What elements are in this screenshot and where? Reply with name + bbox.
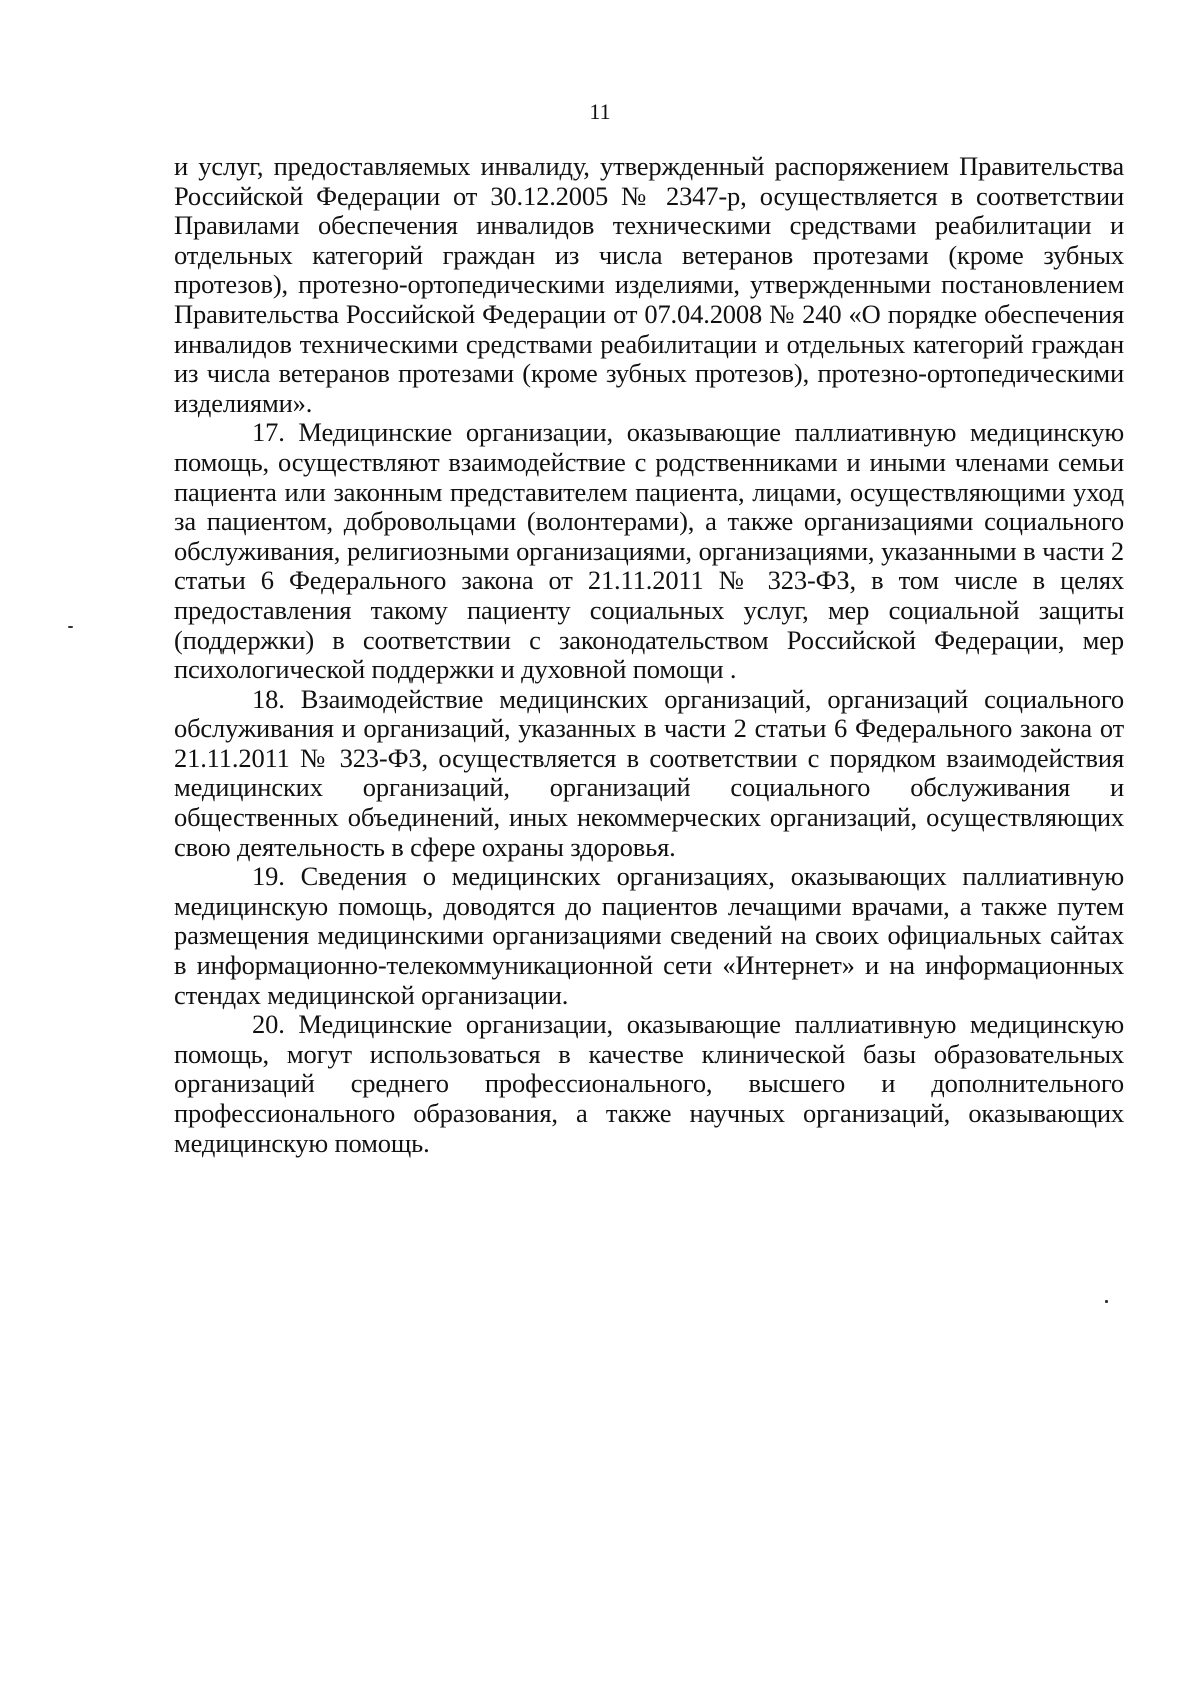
scan-speck	[1105, 1300, 1108, 1303]
page-number: 11	[589, 99, 611, 124]
document-body	[174, 152, 1124, 1158]
paragraph-17: 17. Медицинские организации, оказывающие паллиативную медицинскую помощь, осуществляют взаимодействие с родственниками и иными членами семьи пациента или законным представителем пациента, лицами, осуществляющими уход за пациентом, добровольцами (волонтерами), а также организациями социального обслуживания, религиозными организациями, организациями, указанными в части 2 статьи 6 Федерального закона от 21.11.2011 № 323-ФЗ, в том числе в целях предоставления такому пациенту социальных услуг, мер социальной защиты (поддержки) в соответствии с законодательством Российской Федерации, мер психологической поддержки и духовной помощи .	[174, 417, 1124, 685]
paragraph-20: 20. Медицинские организации, оказывающие паллиативную медицинскую помощь, могут использоваться в качестве клинической базы образовательных организаций среднего профессионального, высшего и дополнительного профессионального образования, а также научных организаций, оказывающих медицинскую помощь.	[174, 1009, 1124, 1158]
paragraph-continuation: и услуг, предоставляемых инвалиду, утвержденный распоряжением Правительства Российской Федерации от 30.12.2005 № 2347-р, осуществляется в соответствии Правилами обеспечения инвалидов техническими средствами реабилитации и отдельных категорий граждан из числа ветеранов протезами (кроме зубных протезов), протезно-ортопедическими изделиями, утвержденными постановлением Правительства Российской Федерации от 07.04.2008 № 240 «О порядке обеспечения инвалидов техническими средствами реабилитации и отдельных категорий граждан из числа ветеранов протезами (кроме зубных протезов), протезно-ортопедическими изделиями».	[174, 151, 1124, 418]
paragraph-18: 18. Взаимодействие медицинских организаций, организаций социального обслуживания и организаций, указанных в части 2 статьи 6 Федерального закона от 21.11.2011 № 323-ФЗ, осуществляется в соответствии с порядком взаимодействия медицинских организаций, организаций социального обслуживания и общественных объединений, иных некоммерческих организаций, осуществляющих свою деятельность в сфере охраны здоровья.	[174, 683, 1124, 862]
scan-speck	[68, 626, 73, 628]
paragraph-19: 19. Сведения о медицинских организациях, оказывающих паллиативную медицинскую помощь, доводятся до пациентов лечащими врачами, а также путем размещения медицинскими организациями сведений на своих официальных сайтах в информационно-телекоммуникационной сети «Интернет» и на информационных стендах медицинской организации.	[174, 861, 1124, 1010]
